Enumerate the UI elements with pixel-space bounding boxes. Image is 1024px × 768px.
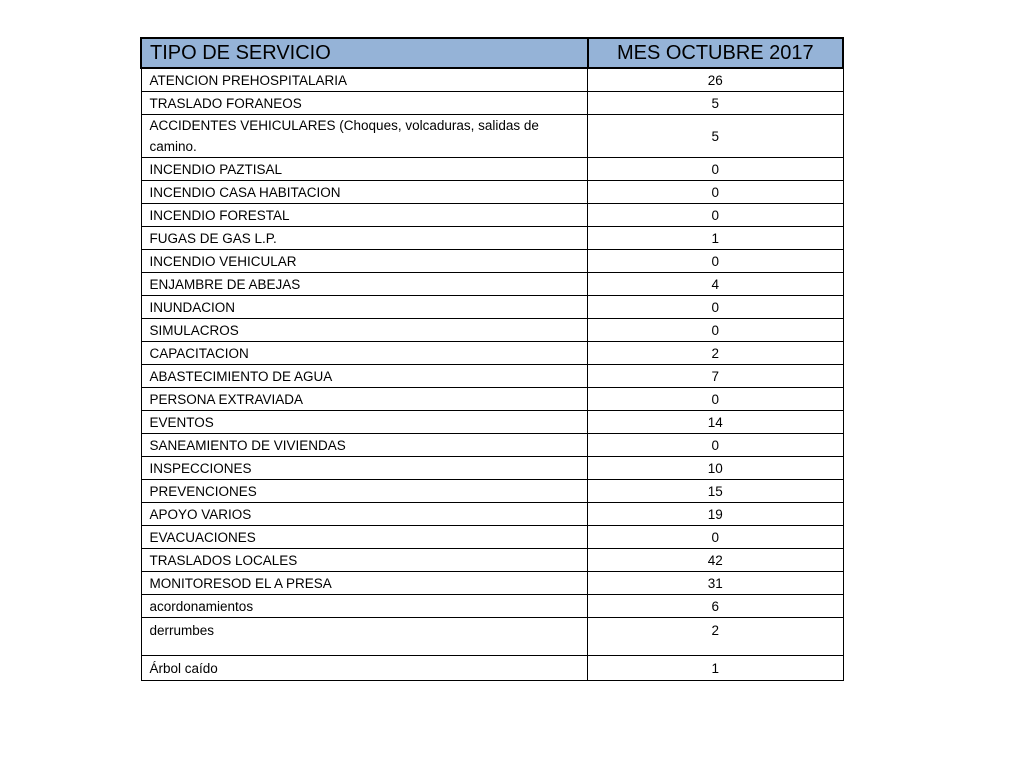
table-header-row xyxy=(141,38,843,68)
service-count-cell: 1 xyxy=(588,656,843,681)
table-row xyxy=(141,572,843,595)
table-row xyxy=(141,656,843,681)
table-row xyxy=(141,503,843,526)
service-count-cell: 1 xyxy=(588,227,843,250)
service-count-cell: 31 xyxy=(588,572,843,595)
services-table xyxy=(140,37,844,681)
service-name-cell: INCENDIO PAZTISAL xyxy=(141,158,588,181)
service-count-cell: 5 xyxy=(588,115,843,158)
service-count-cell: 42 xyxy=(588,549,843,572)
service-name-cell: PREVENCIONES xyxy=(141,480,588,503)
service-name-cell: INCENDIO FORESTAL xyxy=(141,204,588,227)
table-row xyxy=(141,480,843,503)
service-name-cell: Árbol caído xyxy=(141,656,588,681)
table-row xyxy=(141,227,843,250)
service-count-cell: 0 xyxy=(588,204,843,227)
service-name-cell: CAPACITACION xyxy=(141,342,588,365)
service-count-cell: 0 xyxy=(588,296,843,319)
table-row xyxy=(141,68,843,92)
service-count-cell: 14 xyxy=(588,411,843,434)
service-count-cell: 0 xyxy=(588,181,843,204)
table-row xyxy=(141,92,843,115)
service-name-cell: ABASTECIMIENTO DE AGUA xyxy=(141,365,588,388)
table-row xyxy=(141,158,843,181)
service-count-cell: 0 xyxy=(588,388,843,411)
service-count-cell: 5 xyxy=(588,92,843,115)
service-count-cell: 15 xyxy=(588,480,843,503)
service-name-cell: derrumbes xyxy=(141,618,588,656)
table-row xyxy=(141,595,843,618)
service-name-cell: INUNDACION xyxy=(141,296,588,319)
table-row xyxy=(141,618,843,656)
table-row xyxy=(141,388,843,411)
service-name-cell: TRASLADOS LOCALES xyxy=(141,549,588,572)
table-row xyxy=(141,319,843,342)
service-name-cell: EVENTOS xyxy=(141,411,588,434)
service-count-cell: 0 xyxy=(588,250,843,273)
table-row xyxy=(141,273,843,296)
service-name-cell: TRASLADO FORANEOS xyxy=(141,92,588,115)
service-name-cell: SIMULACROS xyxy=(141,319,588,342)
table-row xyxy=(141,296,843,319)
table-row xyxy=(141,434,843,457)
service-name-cell: SANEAMIENTO DE VIVIENDAS xyxy=(141,434,588,457)
service-count-cell: 26 xyxy=(588,68,843,92)
service-count-cell: 7 xyxy=(588,365,843,388)
service-count-cell: 2 xyxy=(588,618,843,656)
service-name-cell: FUGAS DE GAS L.P. xyxy=(141,227,588,250)
service-count-cell: 4 xyxy=(588,273,843,296)
service-name-cell: APOYO VARIOS xyxy=(141,503,588,526)
table-row xyxy=(141,115,843,158)
service-name-cell: INCENDIO VEHICULAR xyxy=(141,250,588,273)
service-name-cell: ACCIDENTES VEHICULARES (Choques, volcaduras, salidas de camino. xyxy=(141,115,588,158)
table-row xyxy=(141,411,843,434)
service-name-cell: INSPECCIONES xyxy=(141,457,588,480)
service-count-cell: 2 xyxy=(588,342,843,365)
service-name-cell: INCENDIO CASA HABITACION xyxy=(141,181,588,204)
service-count-cell: 0 xyxy=(588,319,843,342)
table-row xyxy=(141,181,843,204)
service-name-cell: acordonamientos xyxy=(141,595,588,618)
table-row xyxy=(141,549,843,572)
service-count-cell: 19 xyxy=(588,503,843,526)
service-count-cell: 10 xyxy=(588,457,843,480)
service-name-cell: ENJAMBRE DE ABEJAS xyxy=(141,273,588,296)
service-count-cell: 0 xyxy=(588,526,843,549)
table-row xyxy=(141,457,843,480)
service-count-cell: 6 xyxy=(588,595,843,618)
table-row xyxy=(141,250,843,273)
table-row xyxy=(141,342,843,365)
table-row xyxy=(141,365,843,388)
service-count-cell: 0 xyxy=(588,158,843,181)
service-name-cell: EVACUACIONES xyxy=(141,526,588,549)
header-service-type: TIPO DE SERVICIO xyxy=(141,38,588,68)
service-count-cell: 0 xyxy=(588,434,843,457)
table-row xyxy=(141,204,843,227)
table-row xyxy=(141,526,843,549)
service-name-cell: MONITORESOD EL A PRESA xyxy=(141,572,588,595)
service-name-cell: ATENCION PREHOSPITALARIA xyxy=(141,68,588,92)
service-name-cell: PERSONA EXTRAVIADA xyxy=(141,388,588,411)
header-month: MES OCTUBRE 2017 xyxy=(588,38,843,68)
